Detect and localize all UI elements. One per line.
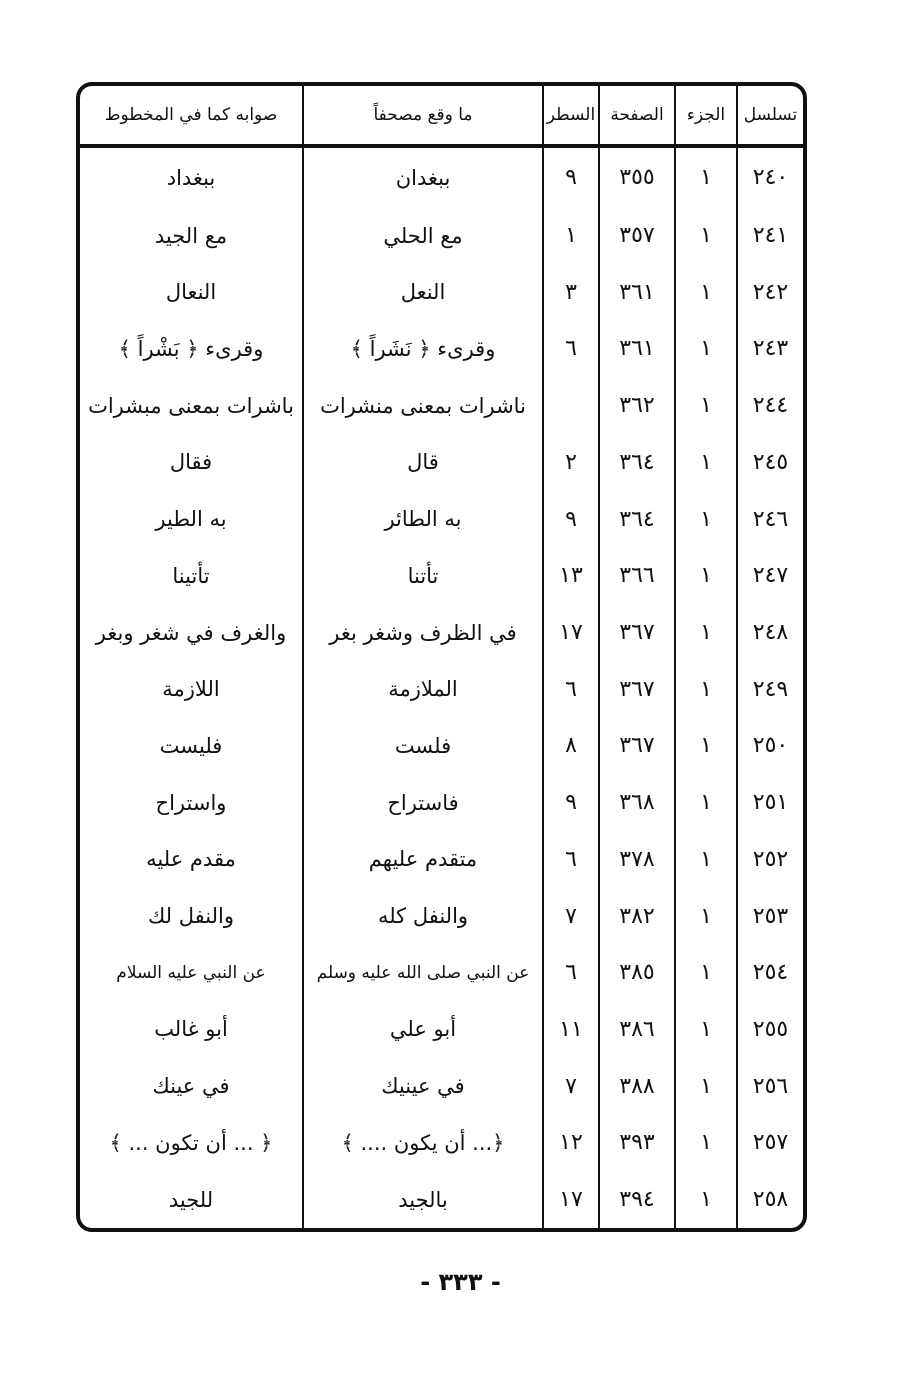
cell-serial: ٢٤١: [737, 207, 803, 264]
cell-page: ٣٦٢: [599, 377, 675, 434]
cell-right: ببغداد: [166, 165, 216, 190]
cell-part: ١: [675, 377, 737, 434]
cell-line: ٦: [543, 321, 599, 378]
cell-line: [543, 377, 599, 434]
cell-serial: ٢٤٦: [737, 491, 803, 548]
cell-right: مقدم عليه: [146, 847, 236, 872]
cell-wrong: مع الحلي: [303, 207, 543, 264]
cell-page: ٣٥٥: [599, 146, 675, 207]
cell-part: ١: [675, 547, 737, 604]
cell-page: ٣٦١: [599, 321, 675, 378]
table-row: [80, 264, 803, 321]
cell-part: ١: [675, 491, 737, 548]
cell-page: ٣٦٧: [599, 661, 675, 718]
cell-serial: ٢٥٤: [737, 944, 803, 1001]
cell-line: ١٧: [543, 1171, 599, 1228]
cell-serial: ٢٤٤: [737, 377, 803, 434]
cell-page: ٣٩٤: [599, 1171, 675, 1228]
cell-serial: ٢٤٨: [737, 604, 803, 661]
cell-page: ٣٨٨: [599, 1058, 675, 1115]
cell-page: ٣٦٧: [599, 718, 675, 775]
table-row: [80, 1058, 803, 1115]
cell-serial: ٢٥٠: [737, 718, 803, 775]
cell-right: فقال: [169, 450, 213, 475]
table-row: [80, 718, 803, 775]
cell-wrong: والنفل كله: [303, 888, 543, 945]
header-page: الصفحة: [599, 86, 675, 146]
cell-serial: ٢٥٨: [737, 1171, 803, 1228]
cell-wrong: وقرىء ﴿ نَشَراً ﴾: [303, 321, 543, 378]
cell-page: ٣٨٥: [599, 944, 675, 1001]
cell-page: ٣٨٦: [599, 1001, 675, 1058]
cell-right: باشرات بمعنى مبشرات: [88, 393, 294, 418]
cell-line: ٢: [543, 434, 599, 491]
cell-serial: ٢٤٠: [737, 146, 803, 207]
table-row: [80, 547, 803, 604]
cell-wrong: في عينيك: [303, 1058, 543, 1115]
cell-part: ١: [675, 944, 737, 1001]
cell-part: ١: [675, 146, 737, 207]
cell-wrong: أبو علي: [303, 1001, 543, 1058]
cell-right: للجيد: [168, 1187, 214, 1212]
cell-line: ١٢: [543, 1114, 599, 1171]
cell-line: ٦: [543, 661, 599, 718]
cell-serial: ٢٥٢: [737, 831, 803, 888]
cell-serial: ٢٥٧: [737, 1114, 803, 1171]
cell-wrong: فلست: [303, 718, 543, 775]
cell-right: ﴿ ... أن تكون ... ﴾: [109, 1130, 273, 1155]
table-row: [80, 774, 803, 831]
cell-wrong: الملازمة: [303, 661, 543, 718]
cell-serial: ٢٥٣: [737, 888, 803, 945]
cell-serial: ٢٥١: [737, 774, 803, 831]
cell-page: ٣٦٦: [599, 547, 675, 604]
cell-part: ١: [675, 774, 737, 831]
table-row: [80, 207, 803, 264]
cell-line: ٣: [543, 264, 599, 321]
cell-part: ١: [675, 888, 737, 945]
cell-line: ٩: [543, 774, 599, 831]
header-part: الجزء: [675, 86, 737, 146]
table-row: [80, 831, 803, 888]
cell-part: ١: [675, 207, 737, 264]
cell-page: ٣٥٧: [599, 207, 675, 264]
cell-serial: ٢٤٧: [737, 547, 803, 604]
cell-serial: ٢٤٣: [737, 321, 803, 378]
header-right: صوابه كما في المخطوط: [80, 86, 303, 146]
errata-table-frame: [76, 82, 807, 1232]
cell-part: ١: [675, 264, 737, 321]
cell-right: أبو غالب: [154, 1017, 228, 1042]
cell-part: ١: [675, 718, 737, 775]
table-header-row: [80, 86, 803, 146]
cell-line: ١١: [543, 1001, 599, 1058]
cell-right: اللازمة: [162, 677, 220, 702]
cell-page: ٣٨٢: [599, 888, 675, 945]
cell-page: ٣٦١: [599, 264, 675, 321]
cell-page: ٣٦٧: [599, 604, 675, 661]
cell-serial: ٢٥٦: [737, 1058, 803, 1115]
table-row: [80, 146, 803, 207]
cell-part: ١: [675, 1058, 737, 1115]
page-number: - ٣٣٣ -: [420, 1268, 501, 1296]
cell-part: ١: [675, 831, 737, 888]
cell-page: ٣٦٨: [599, 774, 675, 831]
cell-line: ٦: [543, 944, 599, 1001]
cell-line: ١٣: [543, 547, 599, 604]
cell-part: ١: [675, 434, 737, 491]
cell-part: ١: [675, 1114, 737, 1171]
header-serial: تسلسل: [737, 86, 803, 146]
table-row: [80, 321, 803, 378]
cell-right: والغرف في شغر وبغر: [95, 620, 287, 645]
cell-wrong: ناشرات بمعنى منشرات: [303, 377, 543, 434]
header-wrong: ما وقع مصحفاً: [303, 86, 543, 146]
cell-part: ١: [675, 1171, 737, 1228]
cell-wrong: بالجيد: [303, 1171, 543, 1228]
cell-page: ٣٩٣: [599, 1114, 675, 1171]
cell-right: عن النبي عليه السلام: [116, 962, 266, 983]
cell-line: ٧: [543, 888, 599, 945]
table-row: [80, 944, 803, 1001]
cell-right: فليست: [159, 733, 223, 758]
cell-serial: ٢٤٩: [737, 661, 803, 718]
cell-wrong: ببغدان: [303, 146, 543, 207]
cell-line: ١: [543, 207, 599, 264]
table-row: [80, 1171, 803, 1228]
table-row: [80, 661, 803, 718]
table-row: [80, 1001, 803, 1058]
cell-right: مع الجيد: [154, 223, 228, 248]
header-line: السطر: [543, 86, 599, 146]
cell-wrong: متقدم عليهم: [303, 831, 543, 888]
table-row: [80, 604, 803, 661]
cell-line: ٨: [543, 718, 599, 775]
cell-page: ٣٧٨: [599, 831, 675, 888]
cell-page: ٣٦٤: [599, 434, 675, 491]
table-row: [80, 1114, 803, 1171]
cell-line: ٧: [543, 1058, 599, 1115]
cell-line: ٩: [543, 146, 599, 207]
cell-wrong: عن النبي صلى الله عليه وسلم: [303, 944, 543, 1001]
table-row: [80, 491, 803, 548]
cell-part: ١: [675, 604, 737, 661]
cell-wrong: تأتنا: [303, 547, 543, 604]
cell-right: والنفل لك: [147, 904, 234, 929]
cell-right: في عينك: [152, 1074, 230, 1099]
cell-serial: ٢٥٥: [737, 1001, 803, 1058]
cell-part: ١: [675, 1001, 737, 1058]
cell-serial: ٢٤٢: [737, 264, 803, 321]
cell-wrong: قال: [303, 434, 543, 491]
cell-line: ٦: [543, 831, 599, 888]
cell-line: ٩: [543, 491, 599, 548]
cell-right: النعال: [165, 280, 217, 305]
cell-wrong: النعل: [303, 264, 543, 321]
cell-wrong: في الظرف وشغر بغر: [303, 604, 543, 661]
cell-wrong: ﴿... أن يكون .... ﴾: [303, 1114, 543, 1171]
cell-right: به الطير: [155, 507, 227, 532]
cell-wrong: فاستراح: [303, 774, 543, 831]
table-body: [80, 146, 803, 1228]
cell-part: ١: [675, 321, 737, 378]
cell-serial: ٢٤٥: [737, 434, 803, 491]
table-row: [80, 434, 803, 491]
cell-right: واستراح: [155, 790, 227, 815]
cell-wrong: به الطائر: [303, 491, 543, 548]
errata-table: [80, 86, 803, 1228]
cell-line: ١٧: [543, 604, 599, 661]
table-row: [80, 888, 803, 945]
table-row: [80, 377, 803, 434]
cell-page: ٣٦٤: [599, 491, 675, 548]
cell-right: تأتينا: [172, 563, 210, 588]
cell-right: وقرىء ﴿ بَشْراً ﴾: [118, 336, 264, 361]
cell-part: ١: [675, 661, 737, 718]
